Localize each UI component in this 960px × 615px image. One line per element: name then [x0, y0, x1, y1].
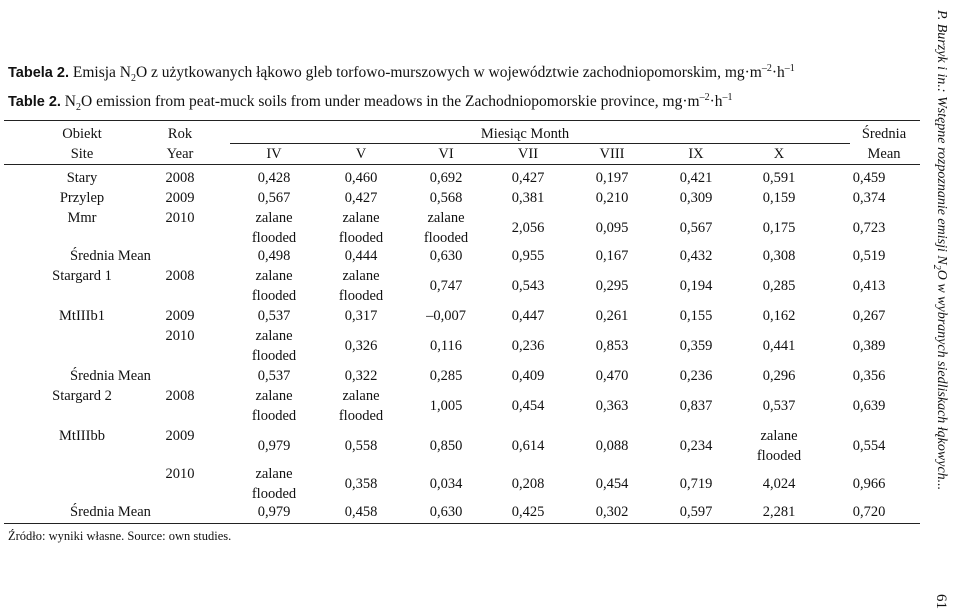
row-month-value: 0,363	[595, 398, 629, 414]
row-month-value: 0,427	[344, 190, 378, 206]
running-header-text	[930, 10, 952, 490]
row-site: Stargard 2	[52, 388, 112, 404]
flooded-label-pl: zalane	[427, 210, 465, 226]
row-month-value: 0,853	[595, 338, 629, 354]
row-month-value: 0,454	[595, 476, 629, 492]
row-month-value: 0,155	[679, 308, 713, 324]
row-month-value: 1,005	[429, 398, 463, 414]
row-month-value: 0,308	[762, 248, 796, 264]
row-site: Mmr	[67, 210, 97, 226]
row-month-value: 0,197	[595, 170, 629, 186]
row-year: 2008	[165, 388, 195, 404]
caption-text: N	[64, 93, 76, 110]
row-mean-value: 0,639	[852, 398, 886, 414]
row-month-value: 0,537	[257, 308, 291, 324]
flooded-label-en: flooded	[251, 230, 297, 246]
row-month-value: 0,460	[344, 170, 378, 186]
header-month: VII	[517, 146, 539, 162]
row-month-value: 0,979	[257, 438, 291, 454]
row-month-value: 0,095	[595, 220, 629, 236]
running-header-part: P. Burzyk i in.: Wstępne rozpoznanie emisji N	[934, 10, 949, 265]
row-month-value: 0,302	[595, 504, 629, 520]
row-month-value: 0,955	[511, 248, 545, 264]
row-month-value: 0,591	[762, 170, 796, 186]
row-month-value: 0,444	[344, 248, 378, 264]
flooded-label-pl: zalane	[255, 466, 293, 482]
row-month-value: 0,597	[679, 504, 713, 520]
flooded-cell	[424, 208, 468, 248]
caption-english	[8, 91, 733, 114]
flooded-label-pl: zalane	[255, 388, 293, 404]
running-header	[930, 0, 952, 615]
flooded-label-en: flooded	[338, 288, 384, 304]
row-month-value: 0,979	[257, 504, 291, 520]
flooded-label-en: flooded	[251, 408, 297, 424]
header-month-group: Miesiąc Month	[480, 126, 570, 142]
row-month-value: 0,441	[762, 338, 796, 354]
row-month-value: 0,837	[679, 398, 713, 414]
row-month-value: 0,747	[429, 278, 463, 294]
row-month-value: 0,208	[511, 476, 545, 492]
flooded-cell	[339, 386, 383, 426]
caption-text: ·h	[709, 93, 723, 110]
row-month-value: 0,458	[344, 504, 378, 520]
row-month-value: 0,317	[344, 308, 378, 324]
header-site: Site	[70, 146, 94, 162]
caption-sub: 2	[130, 73, 136, 85]
caption-label: Table 2.	[8, 94, 61, 110]
row-month-value: 0,236	[679, 368, 713, 384]
caption-sup: –1	[722, 91, 733, 103]
caption-text: Emisja N	[72, 64, 131, 81]
row-month-value: 0,692	[429, 170, 463, 186]
row-month-value: 0,116	[429, 338, 463, 354]
row-month-value: 0,567	[679, 220, 713, 236]
row-month-value: 0,159	[762, 190, 796, 206]
header-obiekt: Obiekt	[62, 126, 102, 142]
flooded-cell	[339, 266, 383, 306]
row-month-value: 0,326	[344, 338, 378, 354]
running-header-part: O w wybranych siedliskach łąkowych...	[934, 269, 949, 491]
row-month-value: 0,567	[257, 190, 291, 206]
row-month-value: 0,261	[595, 308, 629, 324]
row-month-value: 0,194	[679, 278, 713, 294]
header-year: Year	[166, 146, 194, 162]
caption-polish	[8, 62, 795, 85]
row-mean-value: 0,356	[852, 368, 886, 384]
row-mean-value: 0,723	[852, 220, 886, 236]
header-mean: Mean	[867, 146, 901, 162]
header-month: VIII	[599, 146, 625, 162]
row-month-value: 0,322	[344, 368, 378, 384]
table-header-rule	[4, 164, 920, 165]
flooded-cell	[339, 208, 383, 248]
flooded-cell	[252, 266, 296, 306]
caption-sup: –1	[784, 62, 795, 74]
source-note: Źródło: wyniki własne. Source: own studies.	[8, 529, 232, 543]
row-month-value: 0,285	[429, 368, 463, 384]
row-month-value: 0,470	[595, 368, 629, 384]
row-year: 2009	[165, 428, 195, 444]
flooded-cell	[252, 208, 296, 248]
row-year: 2009	[165, 190, 195, 206]
row-mean-value: 0,374	[852, 190, 886, 206]
row-month-value: 0,088	[595, 438, 629, 454]
flooded-label-en: flooded	[338, 408, 384, 424]
header-srednia: Średnia	[861, 126, 907, 142]
row-month-value: 0,236	[511, 338, 545, 354]
row-month-value: 0,358	[344, 476, 378, 492]
row-month-value: 0,285	[762, 278, 796, 294]
caption-sup: –2	[761, 62, 772, 74]
row-month-value: 2,056	[511, 220, 545, 236]
flooded-label-en: flooded	[756, 448, 802, 464]
row-month-value: 0,614	[511, 438, 545, 454]
caption-text: ·h	[771, 64, 785, 81]
flooded-label-pl: zalane	[255, 210, 293, 226]
row-month-value: 0,432	[679, 248, 713, 264]
row-month-value: 0,234	[679, 438, 713, 454]
caption-label: Tabela 2.	[8, 65, 69, 81]
caption-text: O emission from peat-muck soils from under meadows in the Zachodniopomorskie province, mg·m	[81, 93, 700, 110]
row-site: Średnia Mean	[70, 368, 151, 384]
row-mean-value: 0,267	[852, 308, 886, 324]
flooded-label-en: flooded	[251, 348, 297, 364]
caption-text: O z użytkowanych łąkowo gleb torfowo-murszowych w województwie zachodniopomorskim, mg·m	[135, 64, 762, 81]
row-year: 2010	[165, 466, 195, 482]
flooded-cell	[757, 426, 801, 466]
flooded-cell	[252, 464, 296, 504]
flooded-cell	[252, 326, 296, 366]
row-month-value: 0,454	[511, 398, 545, 414]
row-month-value: 0,034	[429, 476, 463, 492]
row-month-value: 0,309	[679, 190, 713, 206]
row-month-value: 0,498	[257, 248, 291, 264]
flooded-label-en: flooded	[338, 230, 384, 246]
row-month-value: 0,427	[511, 170, 545, 186]
row-month-value: 2,281	[762, 504, 796, 520]
row-month-value: 0,630	[429, 504, 463, 520]
row-month-value: 0,425	[511, 504, 545, 520]
header-month: X	[773, 146, 785, 162]
row-month-value: 0,167	[595, 248, 629, 264]
row-year: 2009	[165, 308, 195, 324]
row-month-value: 0,558	[344, 438, 378, 454]
row-month-value: 0,175	[762, 220, 796, 236]
row-year: 2008	[165, 268, 195, 284]
row-month-value: 0,568	[429, 190, 463, 206]
flooded-label-pl: zalane	[255, 268, 293, 284]
row-month-value: 0,381	[511, 190, 545, 206]
row-month-value: 0,719	[679, 476, 713, 492]
row-month-value: 0,428	[257, 170, 291, 186]
row-year: 2008	[165, 170, 195, 186]
caption-sup: –2	[699, 91, 710, 103]
flooded-cell	[252, 386, 296, 426]
row-month-value: 0,630	[429, 248, 463, 264]
row-mean-value: 0,519	[852, 248, 886, 264]
flooded-label-pl: zalane	[255, 328, 293, 344]
row-month-value: 0,210	[595, 190, 629, 206]
row-site: MtIIIbb	[59, 428, 105, 444]
flooded-label-en: flooded	[251, 486, 297, 502]
row-month-value: 0,537	[762, 398, 796, 414]
row-year: 2010	[165, 328, 195, 344]
table-top-rule	[4, 120, 920, 121]
header-rok: Rok	[167, 126, 193, 142]
row-month-value: –0,007	[426, 308, 466, 324]
flooded-label-en: flooded	[423, 230, 469, 246]
header-month: IV	[266, 146, 282, 162]
row-site: Przylep	[59, 190, 105, 206]
row-month-value: 4,024	[762, 476, 796, 492]
row-month-value: 0,447	[511, 308, 545, 324]
row-month-value: 0,295	[595, 278, 629, 294]
flooded-label-pl: zalane	[342, 388, 380, 404]
row-mean-value: 0,413	[852, 278, 886, 294]
row-mean-value: 0,720	[852, 504, 886, 520]
row-mean-value: 0,389	[852, 338, 886, 354]
table-bottom-rule	[4, 523, 920, 524]
page-number: 61	[933, 594, 949, 609]
row-year: 2010	[165, 210, 195, 226]
row-month-value: 0,537	[257, 368, 291, 384]
row-month-value: 0,162	[762, 308, 796, 324]
row-site: MtIIIb1	[59, 308, 105, 324]
flooded-label-pl: zalane	[342, 268, 380, 284]
row-mean-value: 0,554	[852, 438, 886, 454]
row-month-value: 0,359	[679, 338, 713, 354]
row-month-value: 0,543	[511, 278, 545, 294]
row-month-value: 0,850	[429, 438, 463, 454]
flooded-label-pl: zalane	[342, 210, 380, 226]
row-site: Średnia Mean	[70, 504, 151, 520]
row-month-value: 0,296	[762, 368, 796, 384]
flooded-label-pl: zalane	[760, 428, 798, 444]
row-site: Średnia Mean	[70, 248, 151, 264]
running-header-sub: 2	[931, 264, 943, 270]
flooded-label-en: flooded	[251, 288, 297, 304]
row-site: Stary	[66, 170, 98, 186]
row-month-value: 0,421	[679, 170, 713, 186]
row-month-value: 0,409	[511, 368, 545, 384]
row-mean-value: 0,966	[852, 476, 886, 492]
header-month: IX	[688, 146, 704, 162]
caption-sub: 2	[76, 102, 81, 114]
row-site: Stargard 1	[52, 268, 112, 284]
row-mean-value: 0,459	[852, 170, 886, 186]
header-month: VI	[438, 146, 454, 162]
header-month: V	[355, 146, 367, 162]
